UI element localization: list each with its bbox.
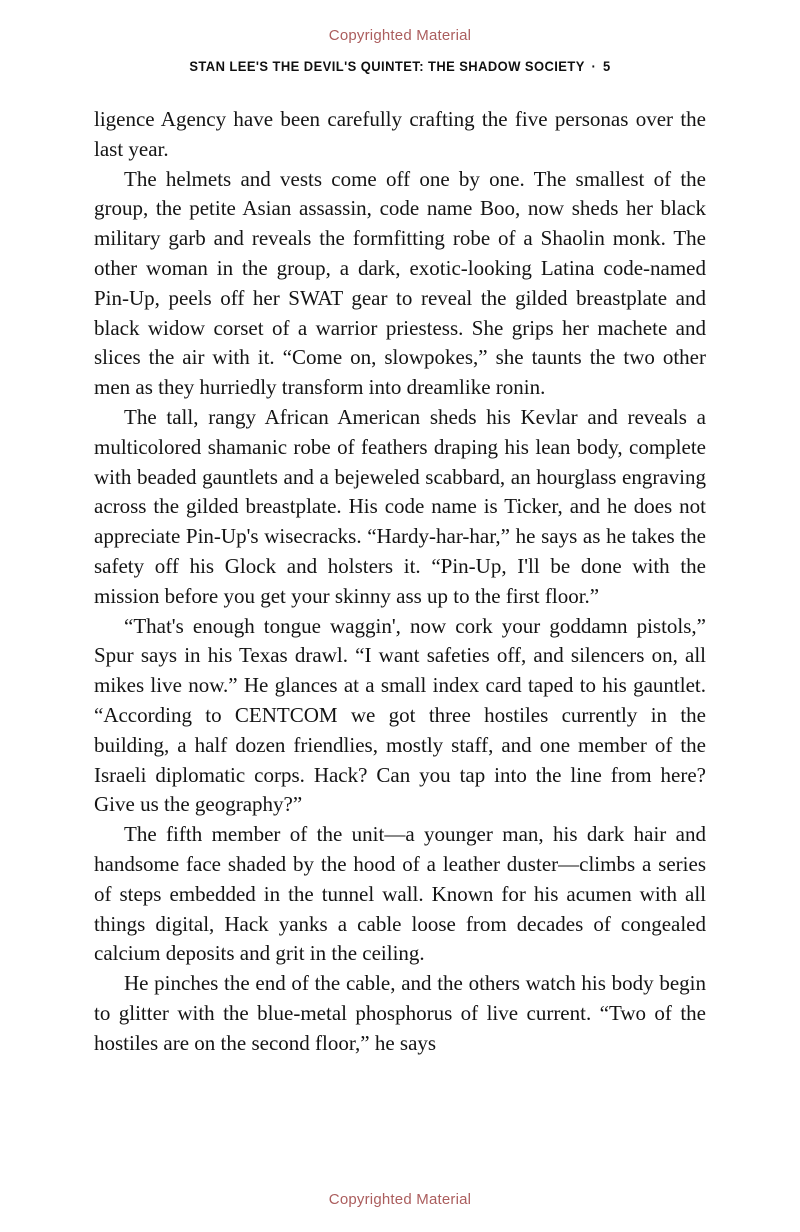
paragraph: ligence Agency have been carefully crafting the five personas over the last year. bbox=[94, 107, 706, 161]
page-number: 5 bbox=[603, 59, 611, 74]
paragraph: “That's enough tongue waggin', now cork your goddamn pistols,” Spur says in his Texas drawl. “I want safeties off, and silencers on, all mikes live now.” He glances at a small index card taped to his gauntlet. “According to CENTCOM we got three hostiles currently in the building, a half dozen friendlies, mostly staff, and one member of the Israeli diplomatic corps. Hack? Can you tap into the line from here? Give us the geography?” bbox=[94, 613, 706, 817]
body-text bbox=[94, 105, 706, 1059]
copyright-notice-top: Copyrighted Material bbox=[328, 27, 472, 44]
header-separator-dot: · bbox=[591, 59, 597, 74]
paragraph: He pinches the end of the cable, and the others watch his body begin to glitter with the blue-metal phosphorus of live current. “Two of the hostiles are on the second floor,” he says bbox=[94, 971, 706, 1055]
paragraph: The helmets and vests come off one by one. The smallest of the group, the petite Asian assassin, code name Boo, now sheds her black military garb and reveals the formfitting robe of a Shaolin monk. The other woman in the group, a dark, exotic-looking Latina code-named Pin-Up, peels off her SWAT gear to reveal the gilded breastplate and black widow corset of a warrior priestess. She grips her machete and slices the air with it. “Come on, slowpokes,” she taunts the two other men as they hurriedly transform into dreamlike ronin. bbox=[94, 166, 706, 400]
copyright-notice-bottom: Copyrighted Material bbox=[328, 1191, 472, 1208]
running-header bbox=[16, 59, 784, 74]
paragraph: The fifth member of the unit—a younger man, his dark hair and handsome face shaded by the hood of a leather duster—climbs a series of steps embedded in the tunnel wall. Known for his acumen with all things digital, Hack yanks a cable loose from decades of congealed calcium deposits and grit in the ceiling. bbox=[94, 822, 706, 966]
paragraph: The tall, rangy African American sheds his Kevlar and reveals a multicolored shamanic robe of feathers draping his lean body, complete with beaded gauntlets and a bejeweled scabbard, an hourglass engraving across the gilded breastplate. His code name is Ticker, and he does not appreciate Pin-Up's wisecracks. “Hardy-har-har,” he says as he takes the safety off his Glock and holsters it. “Pin-Up, I'll be done with the mission before you get your skinny ass up to the first floor.” bbox=[94, 404, 706, 608]
book-title: STAN LEE'S THE DEVIL'S QUINTET: THE SHADOW SOCIETY bbox=[189, 59, 585, 74]
